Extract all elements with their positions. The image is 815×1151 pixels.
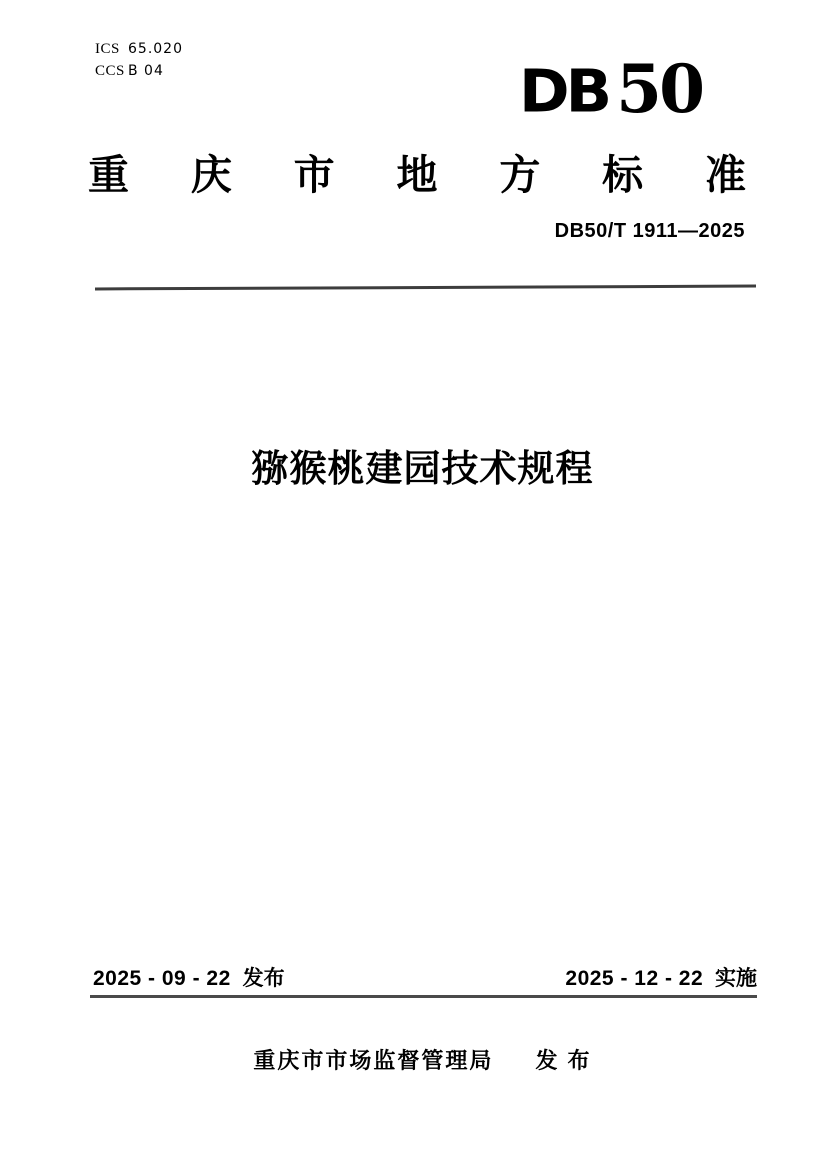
- issue-date-item: [93, 962, 285, 992]
- implement-date: 2025 - 12 - 22: [565, 967, 704, 990]
- heading-char: 重: [88, 152, 129, 198]
- bottom-divider-rule: [90, 995, 757, 998]
- publish-label: 发 布: [535, 1048, 592, 1073]
- ccs-code-row: [95, 60, 183, 82]
- ccs-label: CCS: [95, 63, 125, 79]
- classification-codes: [95, 38, 183, 82]
- heading-char: 准: [704, 152, 746, 198]
- heading-char: 方: [499, 152, 541, 198]
- standard-type-heading: [88, 152, 746, 199]
- heading-char: 市: [293, 152, 335, 198]
- heading-char: 庆: [190, 152, 232, 198]
- publisher-name: 重庆市市场监督管理局: [253, 1048, 494, 1073]
- ics-value: 65.020: [128, 41, 183, 57]
- dates-row: [93, 962, 757, 992]
- issue-date: 2025 - 09 - 22: [93, 967, 231, 990]
- db50-logo: [519, 50, 702, 128]
- ics-code-row: [95, 38, 183, 60]
- implement-date-item: [565, 962, 757, 992]
- heading-char: 地: [396, 152, 438, 198]
- db50-logo-db-text: DB: [519, 57, 609, 126]
- document-title: 猕猴桃建园技术规程: [251, 448, 594, 489]
- ics-label: ICS: [95, 41, 120, 57]
- heading-char: 标: [602, 152, 644, 198]
- issue-label: 发布: [242, 967, 285, 990]
- implement-label: 实施: [715, 967, 757, 990]
- top-divider-rule: [95, 285, 756, 291]
- publisher-row: [90, 1044, 755, 1075]
- db50-logo-number: 50: [616, 50, 702, 128]
- standard-number: DB50/T 1911—2025: [554, 220, 745, 242]
- ccs-value: B 04: [128, 63, 164, 79]
